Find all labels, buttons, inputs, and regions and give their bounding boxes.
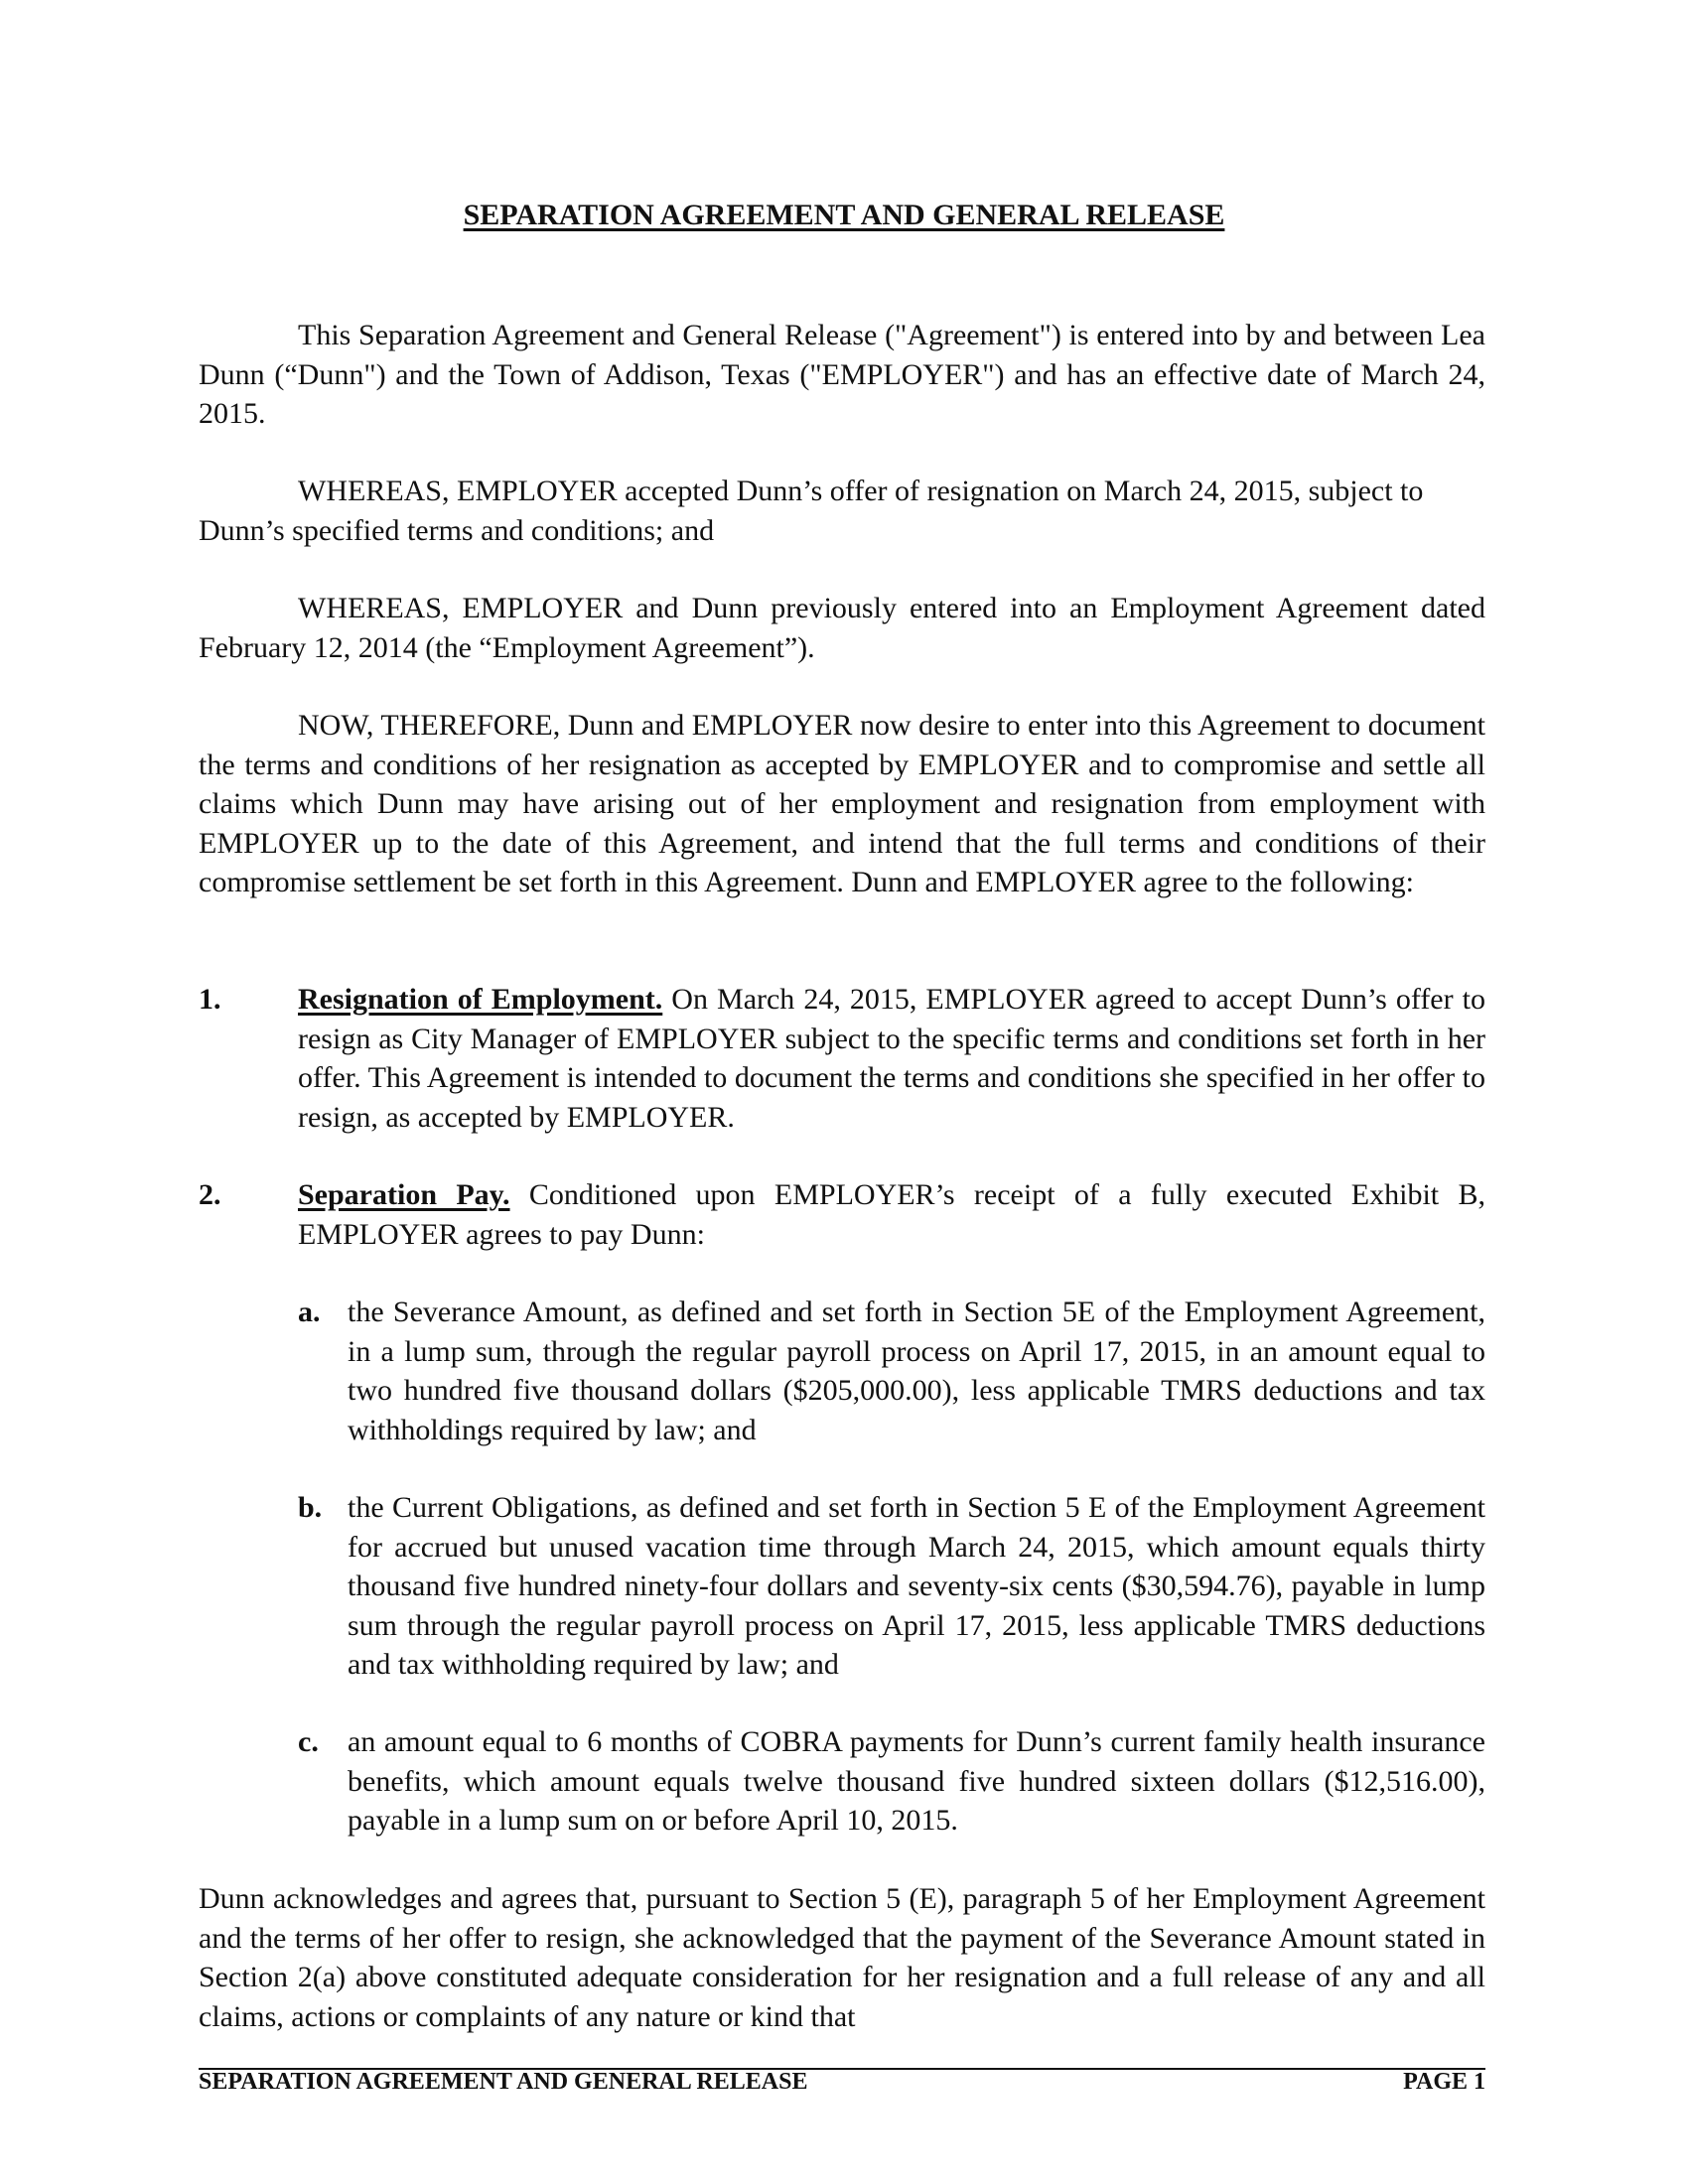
subitem-text: the Current Obligations, as defined and set forth in Section 5 E of the Employment Agreement for accrued but unused vacation time through March 24, 2015, which amount equals thirty thousand five hundred ninety-four dollars and seventy-six cents ($30,594.76), payable in lump sum through the regular payroll process on April 17, 2015, less applicable TMRS deductions and tax withholding required by law; and (348, 1491, 1485, 1681)
subitem-letter: b. (298, 1491, 323, 1524)
section-heading: Separation Pay. (298, 1178, 510, 1211)
footer-title: SEPARATION AGREEMENT AND GENERAL RELEASE (199, 2069, 808, 2095)
section-text: Conditioned upon EMPLOYER’s receipt of a fully executed Exhibit B, EMPLOYER agrees to pay Dunn: (298, 1178, 1485, 1251)
section-number: 2. (199, 1178, 221, 1211)
subitem-letter: a. (298, 1296, 321, 1328)
section-body (298, 980, 1485, 1137)
page-number: PAGE 1 (1403, 2069, 1485, 2095)
subitem-b (298, 1488, 1485, 1685)
intro-paragraph: This Separation Agreement and General Release ("Agreement") is entered into by and between Lea Dunn (“Dunn") and the Town of Addison, Texas ("EMPLOYER") and has an effective date of March 24, 2015. (199, 319, 1485, 430)
section-heading: Resignation of Employment. (298, 983, 663, 1016)
closing-paragraph: Dunn acknowledges and agrees that, pursuant to Section 5 (E), paragraph 5 of her Employment Agreement and the terms of her offer to resign, she acknowledged that the payment of the Severance Amount stated in Section 2(a) above constituted adequate consideration for her resignation and a full release of any and all claims, actions or complaints of any nature or kind that (199, 1882, 1485, 2033)
section-body (298, 1175, 1485, 1254)
section-text: On March 24, 2015, EMPLOYER agreed to accept Dunn’s offer to resign as City Manager of EMPLOYER subject to the specific terms and conditions set forth in her offer. This Agreement is intended to document the terms and conditions she specified in her offer to resign, as accepted by EMPLOYER. (298, 983, 1485, 1134)
section-1 (199, 980, 1485, 1137)
document-title: SEPARATION AGREEMENT AND GENERAL RELEASE (463, 199, 1225, 231)
whereas-paragraph-2: WHEREAS, EMPLOYER and Dunn previously entered into an Employment Agreement dated February 12, 2014 (the “Employment Agreement”). (199, 592, 1485, 664)
section-number: 1. (199, 983, 221, 1016)
whereas-paragraph-1: WHEREAS, EMPLOYER accepted Dunn’s offer of resignation on March 24, 2015, subject to Dunn’s specified terms and conditions; and (199, 475, 1424, 547)
subitem-text: the Severance Amount, as defined and set forth in Section 5E of the Employment Agreement, in a lump sum, through the regular payroll process on April 17, 2015, in an amount equal to two hundred five thousand dollars ($205,000.00), less applicable TMRS deductions and tax withholdings required by law; and (348, 1296, 1485, 1446)
section-2 (199, 1175, 1485, 1254)
subitem-letter: c. (298, 1725, 319, 1758)
now-therefore-paragraph: NOW, THEREFORE, Dunn and EMPLOYER now desire to enter into this Agreement to document the terms and conditions of her resignation as accepted by EMPLOYER and to compromise and settle all claims which Dunn may have arising out of her employment and resignation from employment with EMPLOYER up to the date of this Agreement, and intend that the full terms and conditions of their compromise settlement be set forth in this Agreement. Dunn and EMPLOYER agree to the following: (199, 709, 1485, 898)
subitem-a (298, 1293, 1485, 1449)
subitem-c (298, 1722, 1485, 1841)
subitem-text: an amount equal to 6 months of COBRA payments for Dunn’s current family health insurance benefits, which amount equals twelve thousand five hundred sixteen dollars ($12,516.00), payable in a lump sum on or before April 10, 2015. (348, 1725, 1485, 1837)
